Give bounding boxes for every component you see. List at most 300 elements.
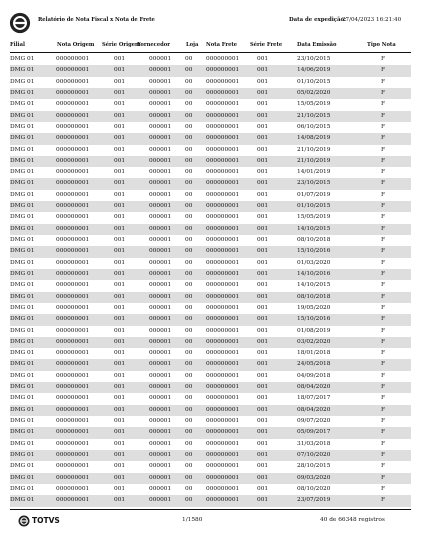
cell-tipo-nota: F [381,180,386,187]
cell-serie-frete: 001 [257,304,269,311]
cell-serie-origem: 001 [114,169,126,176]
cell-nota-frete: 000000001 [206,203,240,210]
cell-tipo-nota: F [381,89,386,96]
cell-serie-origem: 001 [114,497,126,504]
cell-tipo-nota: F [381,440,386,447]
cell-serie-origem: 001 [114,429,126,436]
cell-nota-origem: 000000001 [56,372,90,379]
cell-serie-frete: 001 [257,474,269,481]
cell-data-emissao: 01/07/2019 [297,191,331,198]
cell-serie-origem: 001 [114,67,126,74]
cell-loja: 00 [185,225,193,232]
cell-fornecedor: 000001 [149,157,172,164]
cell-loja: 00 [185,146,193,153]
cell-loja: 00 [185,497,193,504]
cell-serie-origem: 001 [114,191,126,198]
cell-serie-origem: 001 [114,123,126,130]
cell-nota-origem: 000000001 [56,191,90,198]
cell-serie-frete: 001 [257,191,269,198]
cell-filial: DMG 01 [10,361,35,368]
table-row [10,269,411,280]
cell-data-emissao: 09/03/2020 [297,474,331,481]
cell-data-emissao: 05/09/2017 [297,429,331,436]
cell-nota-frete: 000000001 [206,89,240,96]
cell-serie-origem: 001 [114,259,126,266]
cell-fornecedor: 000001 [149,451,172,458]
cell-serie-origem: 001 [114,451,126,458]
cell-data-emissao: 04/09/2018 [297,372,331,379]
cell-serie-origem: 001 [114,463,126,470]
cell-filial: DMG 01 [10,372,35,379]
table-row [10,224,411,235]
cell-serie-frete: 001 [257,440,269,447]
cell-data-emissao: 23/07/2019 [297,497,331,504]
cell-tipo-nota: F [381,316,386,323]
cell-serie-frete: 001 [257,395,269,402]
cell-nota-frete: 000000001 [206,101,240,108]
cell-loja: 00 [185,270,193,277]
cell-filial: DMG 01 [10,157,35,164]
cell-filial: DMG 01 [10,56,35,62]
cell-filial: DMG 01 [10,327,35,334]
cell-serie-frete: 001 [257,361,269,368]
cell-serie-frete: 001 [257,180,269,187]
cell-tipo-nota: F [381,56,386,62]
cell-fornecedor: 000001 [149,440,172,447]
cell-tipo-nota: F [381,146,386,153]
cell-serie-origem: 001 [114,270,126,277]
cell-fornecedor: 000001 [149,259,172,266]
cell-data-emissao: 08/10/2020 [297,485,331,492]
cell-nota-frete: 000000001 [206,418,240,424]
cell-filial: DMG 01 [10,146,35,153]
cell-serie-origem: 001 [114,406,126,413]
cell-serie-frete: 001 [257,316,269,323]
cell-filial: DMG 01 [10,135,35,142]
table-row [10,54,411,65]
cell-fornecedor: 000001 [149,203,172,210]
cell-serie-origem: 001 [114,282,126,289]
cell-loja: 00 [185,89,193,96]
cell-tipo-nota: F [381,135,386,142]
cell-serie-origem: 001 [114,361,126,368]
column-header-tipo-nota: Tipo Nota [367,42,396,48]
cell-nota-origem: 000000001 [56,350,90,357]
table-row [10,382,411,393]
table-row [10,337,411,348]
cell-filial: DMG 01 [10,237,35,243]
cell-serie-frete: 001 [257,203,269,210]
cell-loja: 00 [185,135,193,142]
table-row [10,405,411,416]
cell-nota-origem: 000000001 [56,497,90,504]
cell-data-emissao: 09/07/2020 [297,418,331,424]
cell-nota-frete: 000000001 [206,338,240,345]
cell-nota-origem: 000000001 [56,259,90,266]
cell-serie-frete: 001 [257,89,269,96]
cell-loja: 00 [185,203,193,210]
cell-loja: 00 [185,101,193,108]
footer-divider [10,509,411,510]
cell-tipo-nota: F [381,474,386,481]
table-row [10,427,411,438]
table-row [10,156,411,167]
table-body [10,54,411,507]
cell-fornecedor: 000001 [149,248,172,255]
cell-nota-origem: 000000001 [56,112,90,119]
cell-nota-origem: 000000001 [56,157,90,164]
cell-data-emissao: 14/06/2019 [297,67,331,74]
cell-loja: 00 [185,485,193,492]
cell-serie-frete: 001 [257,78,269,85]
cell-fornecedor: 000001 [149,429,172,436]
cell-tipo-nota: F [381,237,386,243]
cell-nota-origem: 000000001 [56,316,90,323]
cell-filial: DMG 01 [10,316,35,323]
cell-loja: 00 [185,123,193,130]
cell-serie-origem: 001 [114,101,126,108]
cell-filial: DMG 01 [10,248,35,255]
cell-data-emissao: 08/10/2018 [297,293,331,300]
cell-filial: DMG 01 [10,293,35,300]
table-row [10,258,411,269]
cell-data-emissao: 01/10/2015 [297,78,331,85]
cell-serie-frete: 001 [257,101,269,108]
cell-nota-frete: 000000001 [206,361,240,368]
cell-serie-frete: 001 [257,429,269,436]
cell-tipo-nota: F [381,327,386,334]
cell-loja: 00 [185,180,193,187]
cell-serie-origem: 001 [114,56,126,62]
cell-data-emissao: 18/07/2017 [297,395,331,402]
cell-filial: DMG 01 [10,78,35,85]
cell-serie-frete: 001 [257,259,269,266]
cell-loja: 00 [185,429,193,436]
cell-nota-origem: 000000001 [56,135,90,142]
cell-loja: 00 [185,361,193,368]
cell-nota-frete: 000000001 [206,429,240,436]
cell-tipo-nota: F [381,225,386,232]
cell-serie-frete: 001 [257,225,269,232]
cell-loja: 00 [185,237,193,243]
cell-data-emissao: 28/10/2015 [297,463,331,470]
cell-data-emissao: 15/05/2019 [297,214,331,221]
cell-tipo-nota: F [381,451,386,458]
cell-serie-frete: 001 [257,67,269,74]
cell-serie-frete: 001 [257,463,269,470]
cell-nota-frete: 000000001 [206,146,240,153]
cell-nota-origem: 000000001 [56,406,90,413]
cell-filial: DMG 01 [10,270,35,277]
cell-filial: DMG 01 [10,384,35,391]
cell-filial: DMG 01 [10,440,35,447]
cell-serie-frete: 001 [257,338,269,345]
table-row [10,246,411,257]
cell-fornecedor: 000001 [149,135,172,142]
cell-tipo-nota: F [381,485,386,492]
cell-loja: 00 [185,463,193,470]
table-row [10,88,411,99]
cell-fornecedor: 000001 [149,89,172,96]
cell-serie-origem: 001 [114,248,126,255]
cell-serie-origem: 001 [114,157,126,164]
table-row [10,280,411,291]
cell-serie-origem: 001 [114,485,126,492]
report-header [0,0,424,40]
cell-nota-frete: 000000001 [206,78,240,85]
cell-fornecedor: 000001 [149,282,172,289]
cell-data-emissao: 01/03/2020 [297,259,331,266]
cell-nota-frete: 000000001 [206,67,240,74]
cell-nota-origem: 000000001 [56,146,90,153]
cell-tipo-nota: F [381,350,386,357]
cell-nota-frete: 000000001 [206,169,240,176]
cell-data-emissao: 01/08/2019 [297,327,331,334]
cell-serie-frete: 001 [257,135,269,142]
cell-filial: DMG 01 [10,463,35,470]
table-row [10,393,411,404]
cell-fornecedor: 000001 [149,293,172,300]
cell-serie-frete: 001 [257,406,269,413]
cell-loja: 00 [185,293,193,300]
cell-nota-origem: 000000001 [56,123,90,130]
cell-data-emissao: 23/10/2015 [297,56,331,62]
table-row [10,65,411,76]
cell-loja: 00 [185,372,193,379]
cell-nota-origem: 000000001 [56,180,90,187]
cell-fornecedor: 000001 [149,270,172,277]
totvs-logo-icon [9,12,31,34]
cell-nota-origem: 000000001 [56,327,90,334]
cell-data-emissao: 01/10/2015 [297,203,331,210]
cell-nota-origem: 000000001 [56,429,90,436]
table-row [10,292,411,303]
cell-filial: DMG 01 [10,259,35,266]
cell-fornecedor: 000001 [149,225,172,232]
cell-loja: 00 [185,157,193,164]
cell-loja: 00 [185,474,193,481]
table-row [10,416,411,427]
cell-loja: 00 [185,316,193,323]
cell-nota-origem: 000000001 [56,56,90,62]
cell-serie-frete: 001 [257,112,269,119]
cell-tipo-nota: F [381,395,386,402]
footer-brand: TOTVS [32,516,60,525]
cell-tipo-nota: F [381,248,386,255]
cell-nota-frete: 000000001 [206,350,240,357]
cell-data-emissao: 08/10/2018 [297,237,331,243]
cell-nota-origem: 000000001 [56,474,90,481]
cell-loja: 00 [185,169,193,176]
cell-tipo-nota: F [381,304,386,311]
cell-fornecedor: 000001 [149,191,172,198]
cell-nota-frete: 000000001 [206,112,240,119]
cell-fornecedor: 000001 [149,146,172,153]
table-row [10,314,411,325]
cell-loja: 00 [185,56,193,62]
cell-data-emissao: 07/10/2020 [297,451,331,458]
cell-serie-frete: 001 [257,327,269,334]
cell-serie-origem: 001 [114,474,126,481]
page-number: 1/1580 [182,517,203,523]
cell-fornecedor: 000001 [149,418,172,424]
cell-tipo-nota: F [381,418,386,424]
cell-nota-frete: 000000001 [206,395,240,402]
cell-tipo-nota: F [381,372,386,379]
cell-nota-origem: 000000001 [56,89,90,96]
cell-serie-origem: 001 [114,225,126,232]
cell-fornecedor: 000001 [149,406,172,413]
cell-nota-origem: 000000001 [56,418,90,424]
cell-nota-frete: 000000001 [206,123,240,130]
cell-filial: DMG 01 [10,485,35,492]
cell-filial: DMG 01 [10,112,35,119]
cell-loja: 00 [185,418,193,424]
cell-tipo-nota: F [381,282,386,289]
cell-serie-frete: 001 [257,157,269,164]
cell-filial: DMG 01 [10,123,35,130]
cell-data-emissao: 08/04/2020 [297,406,331,413]
cell-data-emissao: 14/10/2016 [297,270,331,277]
cell-data-emissao: 03/02/2020 [297,338,331,345]
cell-tipo-nota: F [381,191,386,198]
cell-nota-frete: 000000001 [206,135,240,142]
cell-serie-origem: 001 [114,112,126,119]
cell-nota-origem: 000000001 [56,270,90,277]
cell-serie-origem: 001 [114,304,126,311]
cell-fornecedor: 000001 [149,316,172,323]
cell-data-emissao: 14/10/2015 [297,282,331,289]
table-row [10,201,411,212]
column-header-nota-frete: Nota Frete [206,42,238,48]
cell-tipo-nota: F [381,67,386,74]
cell-nota-origem: 000000001 [56,463,90,470]
table-row [10,484,411,495]
cell-loja: 00 [185,67,193,74]
cell-tipo-nota: F [381,112,386,119]
cell-serie-origem: 001 [114,327,126,334]
cell-data-emissao: 21/10/2015 [297,112,331,119]
cell-filial: DMG 01 [10,338,35,345]
issue-date-value: 27/04/2023 16:21:40 [342,17,402,23]
cell-filial: DMG 01 [10,497,35,504]
cell-filial: DMG 01 [10,67,35,74]
cell-serie-origem: 001 [114,418,126,424]
cell-tipo-nota: F [381,157,386,164]
cell-filial: DMG 01 [10,429,35,436]
cell-serie-frete: 001 [257,237,269,243]
cell-fornecedor: 000001 [149,350,172,357]
cell-nota-frete: 000000001 [206,372,240,379]
cell-filial: DMG 01 [10,304,35,311]
table-row [10,212,411,223]
cell-tipo-nota: F [381,293,386,300]
cell-data-emissao: 23/10/2015 [297,180,331,187]
cell-data-emissao: 14/08/2019 [297,135,331,142]
table-row [10,473,411,484]
cell-fornecedor: 000001 [149,180,172,187]
cell-nota-origem: 000000001 [56,237,90,243]
cell-data-emissao: 31/03/2018 [297,440,331,447]
cell-filial: DMG 01 [10,451,35,458]
cell-filial: DMG 01 [10,350,35,357]
cell-tipo-nota: F [381,78,386,85]
cell-tipo-nota: F [381,429,386,436]
table-row [10,359,411,370]
cell-loja: 00 [185,406,193,413]
cell-serie-origem: 001 [114,78,126,85]
cell-fornecedor: 000001 [149,169,172,176]
cell-fornecedor: 000001 [149,237,172,243]
table-row [10,190,411,201]
cell-serie-origem: 001 [114,338,126,345]
cell-nota-frete: 000000001 [206,214,240,221]
cell-loja: 00 [185,440,193,447]
cell-fornecedor: 000001 [149,123,172,130]
cell-nota-frete: 000000001 [206,282,240,289]
cell-nota-frete: 000000001 [206,463,240,470]
cell-nota-origem: 000000001 [56,282,90,289]
cell-fornecedor: 000001 [149,56,172,62]
column-header-filial: Filial [10,42,25,48]
cell-data-emissao: 15/10/2016 [297,248,331,255]
cell-nota-origem: 000000001 [56,248,90,255]
cell-tipo-nota: F [381,203,386,210]
table-header [10,39,411,53]
cell-nota-frete: 000000001 [206,180,240,187]
cell-fornecedor: 000001 [149,304,172,311]
cell-serie-origem: 001 [114,293,126,300]
column-header-serie-origem: Série Origem [102,42,141,48]
cell-nota-frete: 000000001 [206,327,240,334]
cell-nota-frete: 000000001 [206,384,240,391]
cell-nota-origem: 000000001 [56,225,90,232]
table-row [10,178,411,189]
cell-nota-origem: 000000001 [56,78,90,85]
cell-tipo-nota: F [381,384,386,391]
cell-fornecedor: 000001 [149,395,172,402]
cell-tipo-nota: F [381,270,386,277]
cell-nota-origem: 000000001 [56,169,90,176]
cell-loja: 00 [185,214,193,221]
cell-data-emissao: 15/05/2019 [297,101,331,108]
table-row [10,371,411,382]
table-row [10,495,411,506]
table-row [10,235,411,246]
cell-nota-frete: 000000001 [206,56,240,62]
cell-serie-origem: 001 [114,135,126,142]
cell-tipo-nota: F [381,338,386,345]
cell-serie-origem: 001 [114,395,126,402]
table-row [10,303,411,314]
cell-nota-origem: 000000001 [56,214,90,221]
table-row [10,450,411,461]
table-row [10,167,411,178]
cell-serie-frete: 001 [257,384,269,391]
cell-serie-frete: 001 [257,214,269,221]
cell-serie-frete: 001 [257,418,269,424]
cell-serie-frete: 001 [257,497,269,504]
cell-fornecedor: 000001 [149,327,172,334]
cell-data-emissao: 21/10/2019 [297,157,331,164]
table-row [10,439,411,450]
cell-filial: DMG 01 [10,474,35,481]
cell-data-emissao: 05/02/2020 [297,89,331,96]
cell-tipo-nota: F [381,406,386,413]
cell-loja: 00 [185,282,193,289]
cell-fornecedor: 000001 [149,361,172,368]
cell-nota-origem: 000000001 [56,203,90,210]
